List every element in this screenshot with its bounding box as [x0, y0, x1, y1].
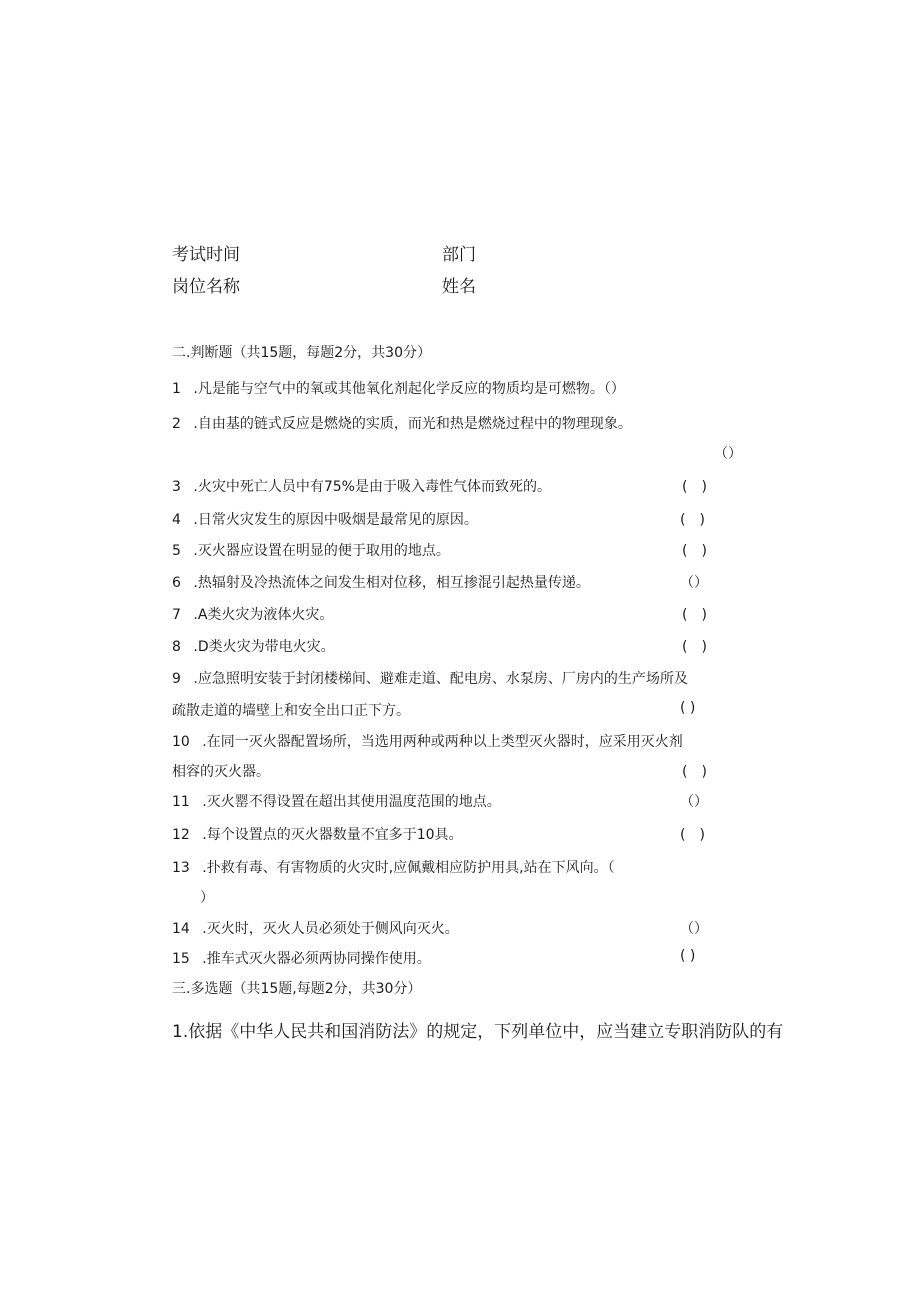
question-10-continued: 相容的灭火器。 [172, 764, 270, 780]
question-13-continued: ） [200, 890, 214, 906]
question-text: .自由基的链式反应是燃烧的实质，而光和热是燃烧过程中的物理现象。 [193, 416, 632, 432]
question-text: .热辐射及冷热流体之间发生相对位移，相互掺混引起热量传递。 [193, 575, 590, 591]
question-text: .每个设置点的灭火器数量不宜多于10具。 [202, 827, 463, 843]
question-number: 4 [172, 512, 181, 528]
position-label: 岗位名称 [172, 277, 240, 297]
question-text: .日常火灾发生的原因中吸烟是最常见的原因。 [193, 512, 478, 528]
exam-time-label: 考试时间 [172, 245, 240, 265]
question-11 [172, 791, 501, 811]
answer-paren: （） [680, 794, 708, 810]
answer-paren: （） [714, 446, 742, 462]
question-14 [172, 918, 459, 938]
question-10 [172, 731, 683, 751]
question-number: 1 [172, 381, 181, 397]
answer-paren: ( ) [682, 479, 707, 495]
answer-paren: ( ) [680, 512, 705, 528]
question-12 [172, 824, 463, 844]
question-number: 8 [172, 639, 181, 655]
question-number: 13 [172, 860, 190, 876]
question-number: 14 [172, 921, 190, 937]
question-text: .火灾中死亡人员中有75%是由于吸入毒性气体而致死的。 [193, 479, 551, 495]
question-text: .A类火灾为液体火灾。 [193, 607, 334, 623]
question-number: 11 [172, 794, 190, 810]
question-text: .D类火灾为带电火灾。 [193, 639, 335, 655]
question-13 [172, 857, 615, 877]
question-number: 9 [172, 671, 181, 687]
question-number: 6 [172, 575, 181, 591]
question-text: .推车式灭火器必须两协同操作使用。 [202, 951, 431, 967]
answer-paren: ( ) [682, 764, 707, 780]
answer-paren: ( ) [682, 607, 707, 623]
answer-paren: （） [680, 921, 708, 937]
question-9-continued: 疏散走道的墙壁上和安全出口正下方。 [172, 703, 410, 719]
question-text: .灭火罂不得设置在超出其使用温度范围的地点。 [202, 794, 501, 810]
section-3-question-1: 1.依据《中华人民共和国消防法》的规定，下列单位中，应当建立专职消防队的有 [172, 1022, 784, 1042]
answer-paren: ( ) [682, 639, 707, 655]
question-3 [172, 476, 551, 496]
section-3-title: 三.多选题（共15题,每题2分，共30分） [172, 981, 422, 997]
question-text: .灭火器应设置在明显的便于取用的地点。 [193, 543, 450, 559]
question-number: 10 [172, 734, 190, 750]
question-1 [172, 378, 625, 398]
question-4 [172, 509, 478, 529]
answer-paren: ( ) [680, 700, 696, 716]
question-6 [172, 572, 590, 592]
question-text: .扑救有毒、有害物质的火灾时,应佩戴相应防护用具,站在下风向。（ [202, 860, 615, 876]
question-7 [172, 604, 333, 624]
question-9 [172, 668, 688, 688]
question-5 [172, 540, 450, 560]
department-label: 部门 [442, 245, 476, 265]
answer-paren: （） [680, 575, 708, 591]
question-text: .应急照明安装于封闭楼梯间、避难走道、配电房、水泵房、厂房内的生产场所及 [193, 671, 688, 687]
question-text: .灭火时，灭火人员必须处于侧风向灭火。 [202, 921, 459, 937]
question-number: 5 [172, 543, 181, 559]
question-number: 12 [172, 827, 190, 843]
question-number: 15 [172, 951, 190, 967]
question-text: .凡是能与空气中的氧或其他氧化剂起化学反应的物质均是可燃物。（） [193, 381, 625, 397]
question-number: 2 [172, 416, 181, 432]
name-label: 姓名 [442, 277, 476, 297]
question-15 [172, 948, 431, 968]
section-2-title: 二.判断题（共15题，每题2分，共30分） [172, 345, 431, 361]
answer-paren: ( ) [682, 543, 707, 559]
answer-paren: ( ) [680, 827, 705, 843]
question-number: 3 [172, 479, 181, 495]
answer-paren: ( ) [680, 948, 696, 964]
question-2 [172, 413, 632, 433]
question-8 [172, 636, 335, 656]
question-number: 7 [172, 607, 181, 623]
question-text: .在同一灭火器配置场所，当选用两种或两种以上类型灭火器时，应采用灭火剂 [202, 734, 683, 750]
